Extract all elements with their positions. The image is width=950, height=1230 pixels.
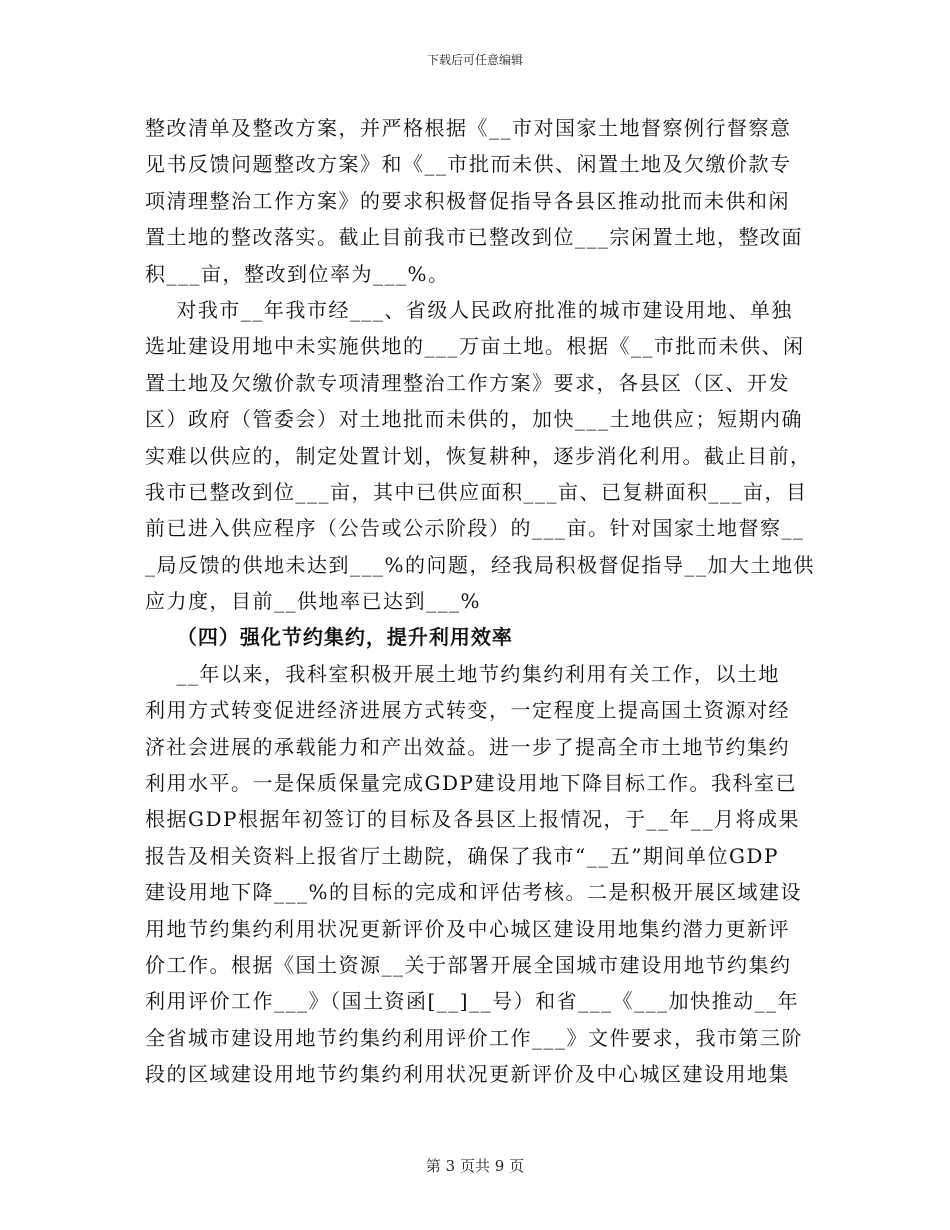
body-line: 报告及相关资料上报省厅土勘院，确保了我市“__五”期间单位GDP xyxy=(145,843,779,868)
body-line: 段的区域建设用地节约集约利用状况更新评价及中心城区建设用地集 xyxy=(145,1062,790,1087)
document-body xyxy=(145,110,815,1093)
body-line: 利用方式转变促进经济进展方式转变，一定程度上提高国土资源对经 xyxy=(145,698,790,723)
body-line: 见书反馈问题整改方案》和《__市批而未供、闲置土地及欠缴价款专 xyxy=(145,152,792,177)
body-line: 利用评价工作___》（国土资函[__]__号）和省___《___加快推动__年 xyxy=(145,989,800,1014)
body-line: 济社会进展的承载能力和产出效益。进一步了提高全市土地节约集约 xyxy=(145,734,790,759)
body-line: __年以来，我科室积极开展土地节约集约利用有关工作，以土地 xyxy=(145,661,780,686)
body-line: 区）政府（管委会）对土地批而未供的，加快___土地供应；短期内确 xyxy=(145,407,803,432)
body-line: 项清理整治工作方案》的要求积极督促指导各县区推动批而未供和闲 xyxy=(145,188,790,213)
body-line: 利用水平。一是保质保量完成GDP建设用地下降目标工作。我科室已 xyxy=(145,771,797,796)
page-footer: 第 3 页共 9 页 xyxy=(425,1157,525,1175)
body-line: 积___亩，整改到位率为___%。 xyxy=(145,261,450,286)
body-line: 选址建设用地中未实施供地的___万亩土地。根据《__市批而未供、闲 xyxy=(145,334,805,359)
body-line: 用地节约集约利用状况更新评价及中心城区建设用地集约潜力更新评 xyxy=(145,916,790,941)
body-line: _局反馈的供地未达到___%的问题，经我局积极督促指导__加大土地供 xyxy=(145,552,816,577)
body-line: 应力度，目前__供地率已达到___% xyxy=(145,589,482,614)
page-header: 下载后可任意编辑 xyxy=(426,53,523,67)
body-line: 全省城市建设用地节约集约利用评价工作___》文件要求，我市第三阶 xyxy=(145,1025,803,1050)
body-line: 价工作。根据《国土资源__关于部署开展全国城市建设用地节约集约 xyxy=(145,952,792,977)
body-line: 根据GDP根据年初签订的目标及各县区上报情况，于__年__月将成果 xyxy=(145,807,800,832)
body-line: 对我市__年我市经___、省级人民政府批准的城市建设用地、单独 xyxy=(145,297,793,322)
body-line: 置土地及欠缴价款专项清理整治工作方案》要求，各县区（区、开发 xyxy=(145,370,790,395)
section-heading: （四）强化节约集约，提升利用效率 xyxy=(145,625,513,650)
body-line: 我市已整改到位___亩，其中已供应面积___亩、已复耕面积___亩，目 xyxy=(145,479,808,504)
body-line: 建设用地下降___%的目标的完成和评估考核。二是积极开展区域建设 xyxy=(145,880,803,905)
body-line: 置土地的整改落实。截止目前我市已整改到位___宗闲置土地，整改面 xyxy=(145,225,803,250)
body-line: 整改清单及整改方案，并严格根据《__市对国家土地督察例行督察意 xyxy=(145,116,792,140)
body-line: 实难以供应的，制定处置计划，恢复耕种，逐步消化利用。截止目前， xyxy=(145,443,812,468)
body-line: 前已进入供应程序（公告或公示阶段）的___亩。针对国家土地督察__ xyxy=(145,516,805,541)
